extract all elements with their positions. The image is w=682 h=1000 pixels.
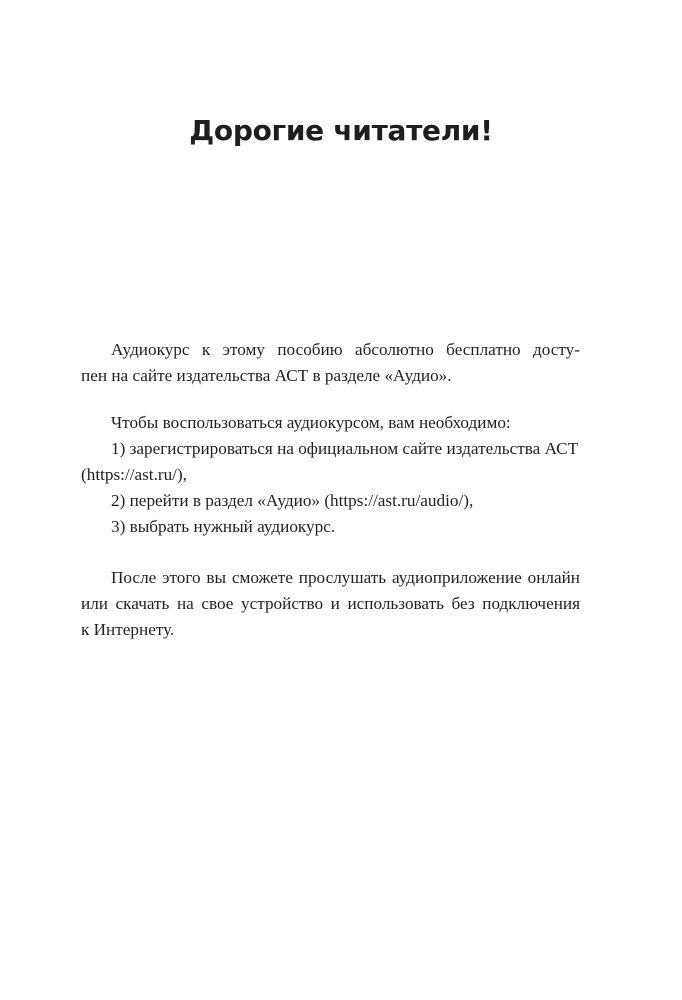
list-item-audio-section: 2) перейти в раздел «Аудио» (https://ast.ru/audio/), xyxy=(111,491,474,510)
list-item-register: 1) зарегистрироваться на официальном сайте издательства АСТ xyxy=(111,439,579,458)
text-line: Чтобы воспользоваться аудиокурсом, вам необходимо: xyxy=(111,413,511,432)
list-item-choose-course: 3) выбрать нужный аудиокурс. xyxy=(111,517,336,536)
paragraph-after xyxy=(81,565,580,643)
page-title: Дорогие читатели! xyxy=(189,114,493,147)
text-line: к Интернету. xyxy=(81,620,175,639)
link-ast-site: (https://ast.ru/), xyxy=(81,465,187,484)
text-line: или скачать на свое устройство и использовать без подключения xyxy=(81,594,580,613)
paragraph-audio-course xyxy=(81,337,580,389)
text-line: Аудиокурс к этому пособию абсолютно бесплатно досту- xyxy=(111,340,580,359)
text-line: пен на сайте издательства АСТ в разделе «Аудио». xyxy=(81,366,452,385)
paragraph-instructions xyxy=(81,410,580,540)
text-line: После этого вы сможете прослушать аудиоприложение онлайн xyxy=(111,568,580,587)
